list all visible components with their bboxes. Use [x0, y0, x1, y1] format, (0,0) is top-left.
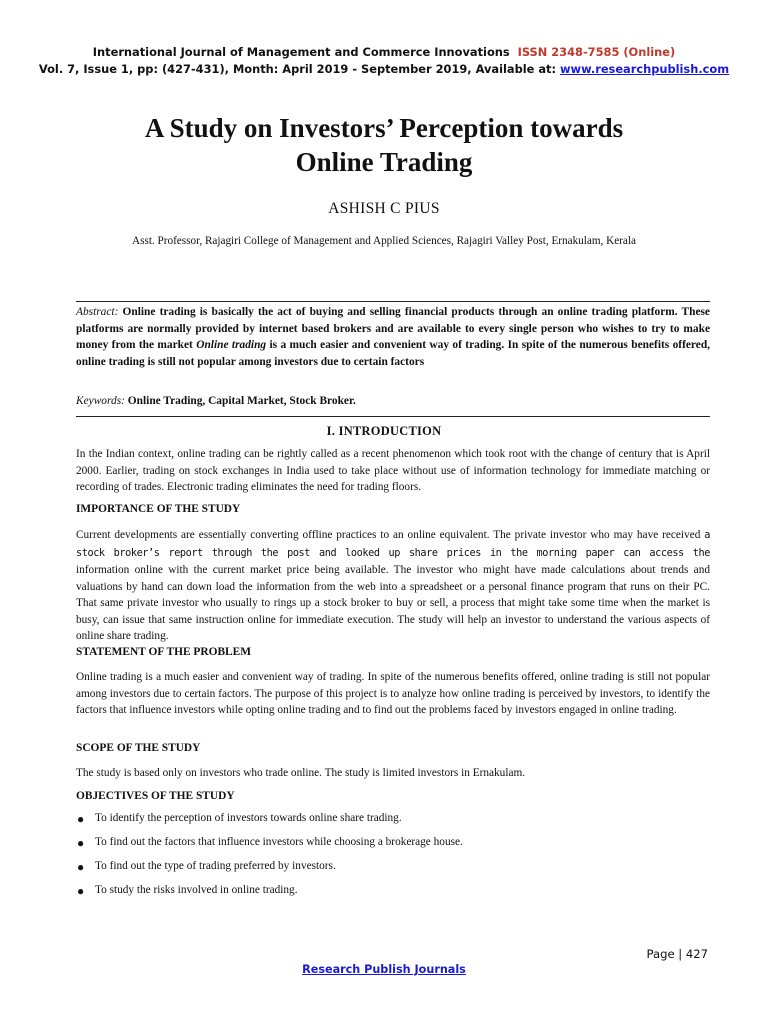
abstract [76, 304, 710, 370]
list-item [76, 858, 710, 882]
website-link[interactable]: www.researchpublish.com [560, 62, 730, 76]
importance-paragraph [76, 527, 710, 645]
title-line-1: A Study on Investors’ Perception towards [144, 113, 624, 143]
bullet-icon: ● [77, 836, 85, 850]
objective-text: To study the risks involved in online trading. [95, 884, 298, 896]
author-name: ASHISH C PIUS [328, 200, 440, 217]
issn: ISSN 2348-7585 (Online) [517, 45, 676, 59]
abstract-bottom-rule [76, 416, 710, 417]
problem-paragraph: Online trading is a much easier and convenient way of trading. In spite of the numerous benefits offered, online trading is still not popular among investors due to certain factors. The purpose of this project is to analyze how online trading is perceived by investors, to identify the factors that influence investors while opting online trading and to find out the problems faced by investors engaged in online trading. [76, 671, 710, 716]
importance-text-b: information online with the current market price being available. The investor who might have made calculations about trends and valuations by hand can down load the information from the web into a spreadsheet or a personal finance program that runs on their PC. That same private investor who usually to rings up a stock broker to buy or sell, a process that might take some time when the market is busy, can issue that same instruction online for immediate execution. The study will help an investor to understand the various aspects of online share trading. [76, 564, 710, 642]
keywords [76, 395, 710, 407]
abstract-text-1: Online trading is basically the act of buying and selling financial products through an online trading platform. These platforms are normally provided by internet based brokers and are available to every single person who wishes to try to make money from the market [76, 306, 710, 351]
abstract-label: Abstract: [76, 306, 119, 318]
author-affiliation: Asst. Professor, Rajagiri College of Management and Applied Sciences, Rajagiri Valley Post, Ernakulam, Kerala [132, 235, 636, 247]
objective-text: To find out the type of trading preferred by investors. [95, 860, 336, 872]
bullet-icon: ● [77, 860, 85, 874]
publisher-link[interactable]: Research Publish Journals [302, 963, 466, 976]
keywords-text: Online Trading, Capital Market, Stock Broker. [127, 395, 356, 407]
volume-line [0, 61, 768, 78]
importance-text-a: Current developments are essentially converting offline practices to an online equivalent. The private investor who may have received [76, 529, 705, 541]
list-item [76, 882, 710, 906]
objective-text: To find out the factors that influence investors while choosing a brokerage house. [95, 836, 463, 848]
bullet-icon: ● [77, 884, 85, 898]
paper-title [60, 111, 708, 179]
journal-line [0, 44, 768, 61]
section-heading-introduction: I. INTRODUCTION [326, 424, 442, 438]
list-item [76, 834, 710, 858]
importance-text-mono: a stock broker’s report through the post and looked up share prices in the morning paper can access the [76, 530, 710, 559]
abstract-emphasis: Online trading [196, 339, 267, 351]
abstract-text-2: is a much easier and convenient way of trading. In spite of the numerous benefits offered, online trading is still not popular among investors due to certain factors [76, 339, 711, 368]
introduction-paragraph: In the Indian context, online trading can be rightly called as a recent phenomenon which took root with the change of century that is April 2000. Earlier, trading on stock exchanges in India used to take place without use of information technology for immediate matching or recording of trades. Electronic trading eliminates the need for trading floors. [76, 448, 710, 493]
list-item [76, 810, 710, 834]
subheading-scope: SCOPE OF THE STUDY [76, 742, 201, 754]
journal-name: International Journal of Management and Commerce Innovations [92, 45, 510, 59]
volume-info: Vol. 7, Issue 1, pp: (427-431), Month: April 2019 - September 2019, Available at: [38, 62, 557, 76]
keywords-label: Keywords: [76, 395, 125, 407]
abstract-top-rule [76, 301, 710, 302]
objective-text: To identify the perception of investors towards online share trading. [95, 812, 402, 824]
page-number: Page | 427 [646, 947, 708, 961]
journal-header [0, 44, 768, 78]
scope-paragraph: The study is based only on investors who trade online. The study is limited investors in Ernakulam. [76, 767, 526, 779]
objectives-list [76, 810, 710, 906]
title-line-2: Online Trading [295, 147, 473, 177]
bullet-icon: ● [77, 812, 85, 826]
subheading-problem: STATEMENT OF THE PROBLEM [76, 646, 252, 658]
subheading-importance: IMPORTANCE OF THE STUDY [76, 503, 241, 515]
subheading-objectives: OBJECTIVES OF THE STUDY [76, 790, 235, 802]
